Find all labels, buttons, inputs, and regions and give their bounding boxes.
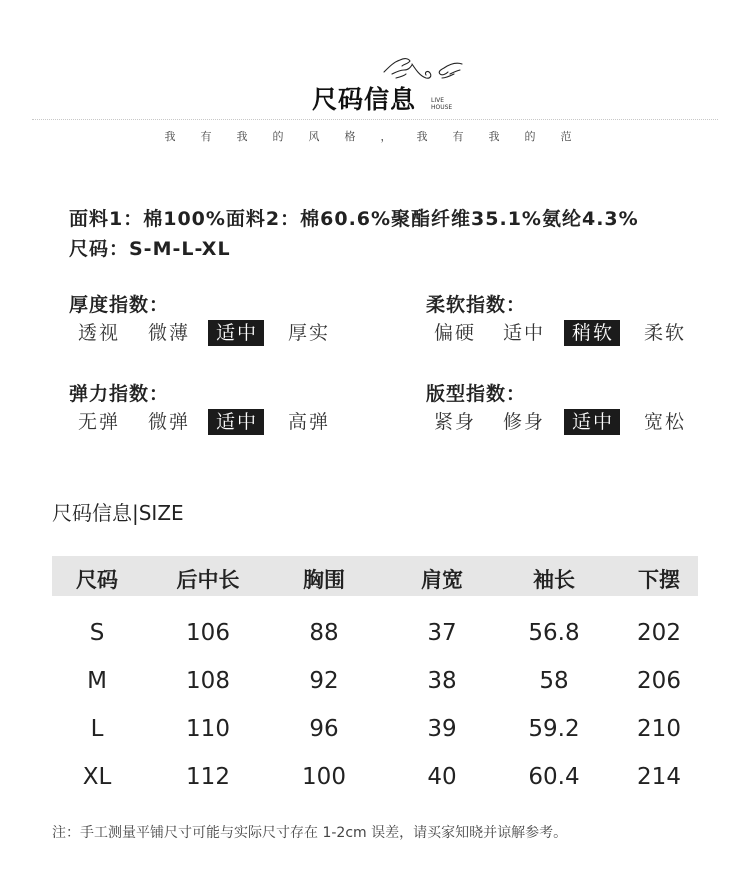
elasticity-option: 微弹 bbox=[148, 411, 191, 433]
size-table-header bbox=[52, 556, 698, 596]
shoulder-cell: 37 bbox=[427, 620, 457, 646]
column-header: 下摆 bbox=[638, 568, 680, 592]
fabric-composition: 面料1：棉100%面料2：棉60.6%聚酯纤维35.1%氨纶4.3% bbox=[69, 208, 639, 230]
chest-cell: 96 bbox=[309, 716, 339, 742]
tagline-char: 的 bbox=[272, 130, 284, 143]
chest-cell: 88 bbox=[309, 620, 339, 646]
size-cell: M bbox=[87, 668, 107, 694]
column-header: 后中长 bbox=[176, 568, 240, 592]
tagline-char: 我 bbox=[416, 130, 428, 143]
thickness-option: 微薄 bbox=[148, 322, 191, 344]
thickness-option: 透视 bbox=[78, 322, 121, 344]
softness-index-title: 柔软指数： bbox=[426, 294, 527, 316]
shoulder-cell: 40 bbox=[427, 764, 457, 790]
tagline-char: 有 bbox=[200, 130, 212, 143]
softness-option-selected: 稍软 bbox=[564, 320, 620, 346]
tagline-char: 我 bbox=[236, 130, 248, 143]
page-title: 尺码信息 bbox=[312, 85, 417, 114]
shoulder-cell: 39 bbox=[427, 716, 457, 742]
back-length-cell: 110 bbox=[186, 716, 230, 742]
thickness-option-selected: 适中 bbox=[208, 320, 264, 346]
fit-option: 宽松 bbox=[644, 411, 687, 433]
back-length-cell: 112 bbox=[186, 764, 230, 790]
elasticity-option: 无弹 bbox=[78, 411, 121, 433]
hem-cell: 214 bbox=[637, 764, 681, 790]
size-table-heading: 尺码信息|SIZE bbox=[52, 501, 184, 525]
tagline-char: ， bbox=[380, 130, 392, 143]
live-house-logo-text bbox=[431, 97, 452, 111]
sleeve-cell: 60.4 bbox=[528, 764, 580, 790]
size-cell: S bbox=[89, 620, 105, 646]
size-cell: L bbox=[90, 716, 104, 742]
tagline-char: 我 bbox=[488, 130, 500, 143]
thickness-index-title: 厚度指数： bbox=[69, 294, 170, 316]
logo-text-line1: LIVE bbox=[431, 97, 445, 104]
chest-cell: 92 bbox=[309, 668, 339, 694]
size-cell: XL bbox=[82, 764, 112, 790]
tagline-char: 范 bbox=[560, 130, 572, 143]
softness-option: 适中 bbox=[503, 322, 546, 344]
tagline-char: 格 bbox=[344, 130, 356, 143]
tagline-char: 有 bbox=[452, 130, 464, 143]
chest-cell: 100 bbox=[302, 764, 346, 790]
elasticity-option-selected: 适中 bbox=[208, 409, 264, 435]
softness-option: 柔软 bbox=[644, 322, 687, 344]
column-header: 袖长 bbox=[533, 568, 575, 592]
back-length-cell: 108 bbox=[186, 668, 230, 694]
column-header: 尺码 bbox=[76, 568, 118, 592]
logo-text-line2: HOUSE bbox=[431, 104, 453, 111]
measurement-note: 注：手工测量平铺尺寸可能与实际尺寸存在 1-2cm 误差，请买家知晓并谅解参考。 bbox=[52, 825, 568, 841]
sleeve-cell: 59.2 bbox=[528, 716, 580, 742]
thickness-option: 厚实 bbox=[288, 322, 331, 344]
fit-option: 紧身 bbox=[434, 411, 477, 433]
elasticity-option: 高弹 bbox=[288, 411, 331, 433]
column-header: 胸围 bbox=[303, 568, 345, 592]
sleeve-cell: 56.8 bbox=[528, 620, 580, 646]
hem-cell: 206 bbox=[637, 668, 681, 694]
fit-option-selected: 适中 bbox=[564, 409, 620, 435]
sleeve-cell: 58 bbox=[539, 668, 569, 694]
back-length-cell: 106 bbox=[186, 620, 230, 646]
divider bbox=[32, 119, 718, 120]
column-header: 肩宽 bbox=[421, 568, 463, 592]
shoulder-cell: 38 bbox=[427, 668, 457, 694]
elasticity-index-title: 弹力指数： bbox=[69, 383, 170, 405]
available-sizes: 尺码：S-M-L-XL bbox=[69, 238, 231, 260]
hem-cell: 202 bbox=[637, 620, 681, 646]
fit-index-title: 版型指数： bbox=[426, 383, 527, 405]
fit-option: 修身 bbox=[503, 411, 546, 433]
tagline-char: 我 bbox=[164, 130, 176, 143]
hem-cell: 210 bbox=[637, 716, 681, 742]
tagline-char: 的 bbox=[524, 130, 536, 143]
tagline-char: 风 bbox=[308, 130, 320, 143]
softness-option: 偏硬 bbox=[434, 322, 477, 344]
